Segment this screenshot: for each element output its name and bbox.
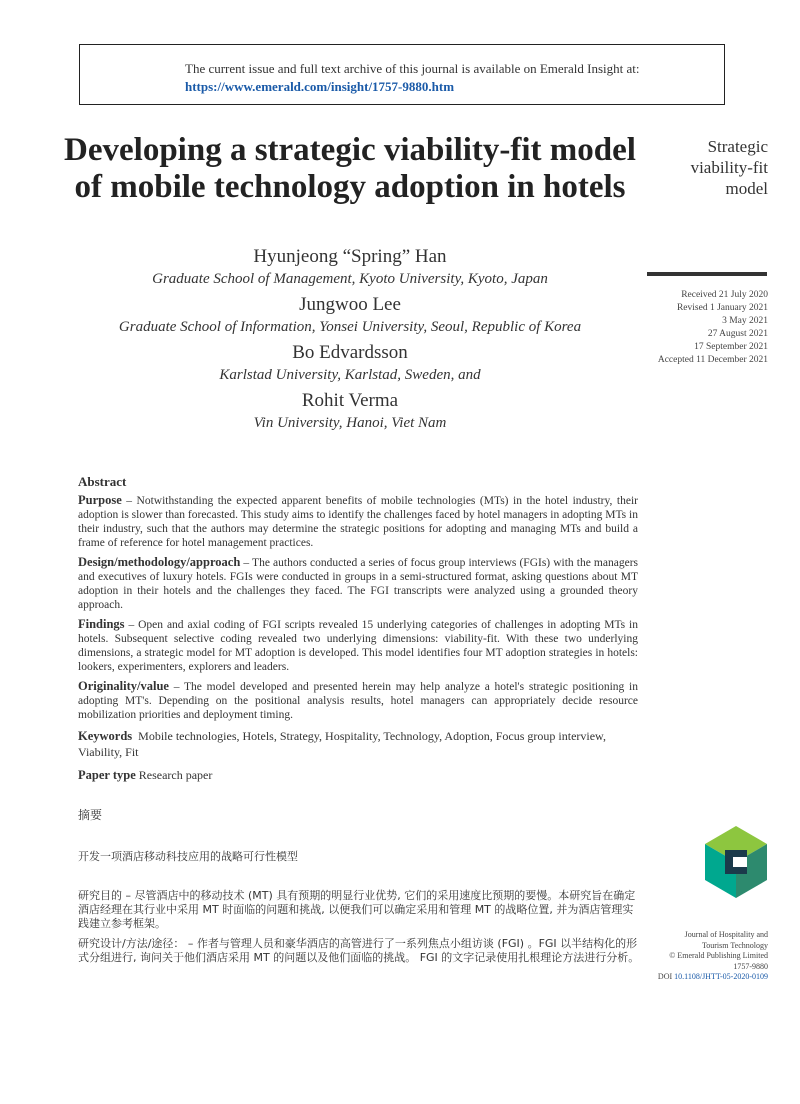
date-line: 17 September 2021 bbox=[694, 342, 768, 352]
date-line: 27 August 2021 bbox=[707, 329, 768, 339]
author-name: Hyunjeong “Spring” Han bbox=[253, 246, 447, 267]
section-text: – Notwithstanding the expected apparent benefits of mobile technologies (MTs) in the hotel industry, their adoption is slower than forecasted. This study aims to identify the challenges faced by hotel managers in adopting MTs in their industry, such that the authors may determine the strategic positions for adopting and managing MTs and build a frame of reference for hotel management practices. bbox=[78, 495, 638, 549]
date-line: Received 21 July 2020 bbox=[681, 290, 768, 300]
doi-line bbox=[658, 972, 768, 983]
chinese-abstract-heading: 摘要 bbox=[78, 808, 103, 822]
journal-line: Tourism Technology bbox=[701, 940, 768, 950]
chinese-title: 开发一项酒店移动科技应用的战略可行性模型 bbox=[78, 850, 298, 863]
keywords-text: Mobile technologies, Hotels, Strategy, Hospitality, Technology, Adoption, Focus group interview, Viability, Fit bbox=[78, 729, 606, 759]
section-label: Purpose bbox=[78, 493, 122, 507]
chinese-paragraph: 研究设计/方法/途径： – 作者与管理人员和豪华酒店的高管进行了一系列焦点小组访谈 (FGI) 。FGI 以半结构化的形式分组进行, 询问关于他们酒店采用 MT 的问题以及他们面临的挑战。 FGI 的文字记录使用扎根理论方法进行分析。 bbox=[78, 937, 640, 964]
chinese-abstract bbox=[78, 889, 643, 971]
doi-label: DOI bbox=[657, 972, 673, 981]
article-title: Developing a strategic viability-fit model of mobile technology adoption in hotels bbox=[64, 132, 636, 205]
chinese-paragraph: 研究目的 – 尽管酒店中的移动技术 (MT) 具有预期的明显行业优势, 它们的采用速度比预期的要慢。本研究旨在确定酒店经理在其行业中采用 MT 时面临的问题和挑战, 以便我们可以确定采用和管理 MT 的战略位置, 并为酒店管理实践建立参考框架。 bbox=[78, 889, 636, 930]
access-notice-box bbox=[79, 44, 725, 105]
abstract-paragraph bbox=[78, 493, 638, 550]
date-line: Revised 1 January 2021 bbox=[676, 303, 768, 313]
running-title-line: Strategic bbox=[707, 137, 768, 156]
author-name: Rohit Verma bbox=[301, 390, 399, 411]
section-text: – The authors conducted a series of focus group interviews (FGIs) with the managers and executives of luxury hotels. FGIs were conducted in groups in a semi-structured format, asking questions about MT adoption in their hotels and the challenges they faced. The FGI transcripts were analyzed using a grounded theory approach. bbox=[78, 557, 638, 611]
access-notice-text: The current issue and full text archive of this journal is available on Emerald Insight at: bbox=[185, 61, 640, 76]
paper-type-label: Paper type bbox=[78, 768, 136, 782]
abstract-paragraph bbox=[78, 679, 638, 722]
section-label: Findings bbox=[78, 617, 125, 631]
author-affiliation: Karlstad University, Karlstad, Sweden, and bbox=[219, 367, 481, 383]
date-line: 3 May 2021 bbox=[722, 316, 768, 326]
running-title-line: viability-fit bbox=[690, 158, 768, 177]
author-name: Jungwoo Lee bbox=[299, 294, 401, 315]
submission-dates bbox=[658, 289, 768, 367]
journal-line: © Emerald Publishing Limited bbox=[669, 951, 768, 960]
section-text: – The model developed and presented herein may help analyze a hotel's strategic positioning in adopting MT's. Depending on the positional analysis results, hotel managers can appropriately decide resource mobilization priorities and deployment timing. bbox=[78, 681, 638, 721]
author-list bbox=[60, 245, 640, 437]
keywords bbox=[78, 728, 638, 760]
author-affiliation: Graduate School of Information, Yonsei University, Seoul, Republic of Korea bbox=[118, 319, 582, 335]
paper-type-value: Research paper bbox=[138, 768, 213, 782]
keywords-label: Keywords bbox=[78, 729, 133, 743]
date-line: Accepted 11 December 2021 bbox=[657, 355, 768, 365]
doi-link[interactable]: 10.1108/JHTT-05-2020-0109 bbox=[674, 972, 768, 981]
journal-line: Journal of Hospitality and bbox=[684, 930, 768, 939]
abstract-heading: Abstract bbox=[78, 474, 127, 489]
emerald-logo-icon bbox=[705, 826, 767, 898]
abstract-section bbox=[78, 475, 638, 782]
author-affiliation: Vin University, Hanoi, Viet Nam bbox=[253, 415, 447, 431]
side-rule bbox=[647, 272, 767, 276]
author-name: Bo Edvardsson bbox=[292, 342, 408, 363]
running-title bbox=[691, 136, 768, 199]
paper-type bbox=[78, 768, 638, 782]
journal-line: 1757-9880 bbox=[733, 961, 768, 971]
section-label: Originality/value bbox=[78, 679, 169, 693]
author-affiliation: Graduate School of Management, Kyoto University, Kyoto, Japan bbox=[152, 271, 548, 287]
journal-info bbox=[658, 930, 768, 983]
journal-url-link[interactable]: https://www.emerald.com/insight/1757-9880.htm bbox=[185, 79, 455, 94]
abstract-paragraph bbox=[78, 617, 638, 674]
section-label: Design/methodology/approach bbox=[78, 555, 241, 569]
abstract-paragraph bbox=[78, 555, 638, 612]
section-text: – Open and axial coding of FGI scripts revealed 15 underlying categories of challenges in adopting MTs in hotels. Subsequent selective coding revealed two underlying dimensions: viability-fit. With these two underlying dimensions, a strategic model for MT adoption is developed. This model identifies four MT adoption strategies in hotels: lookers, experimenters, explorers and leaders. bbox=[78, 619, 638, 673]
running-title-line: model bbox=[725, 179, 768, 198]
